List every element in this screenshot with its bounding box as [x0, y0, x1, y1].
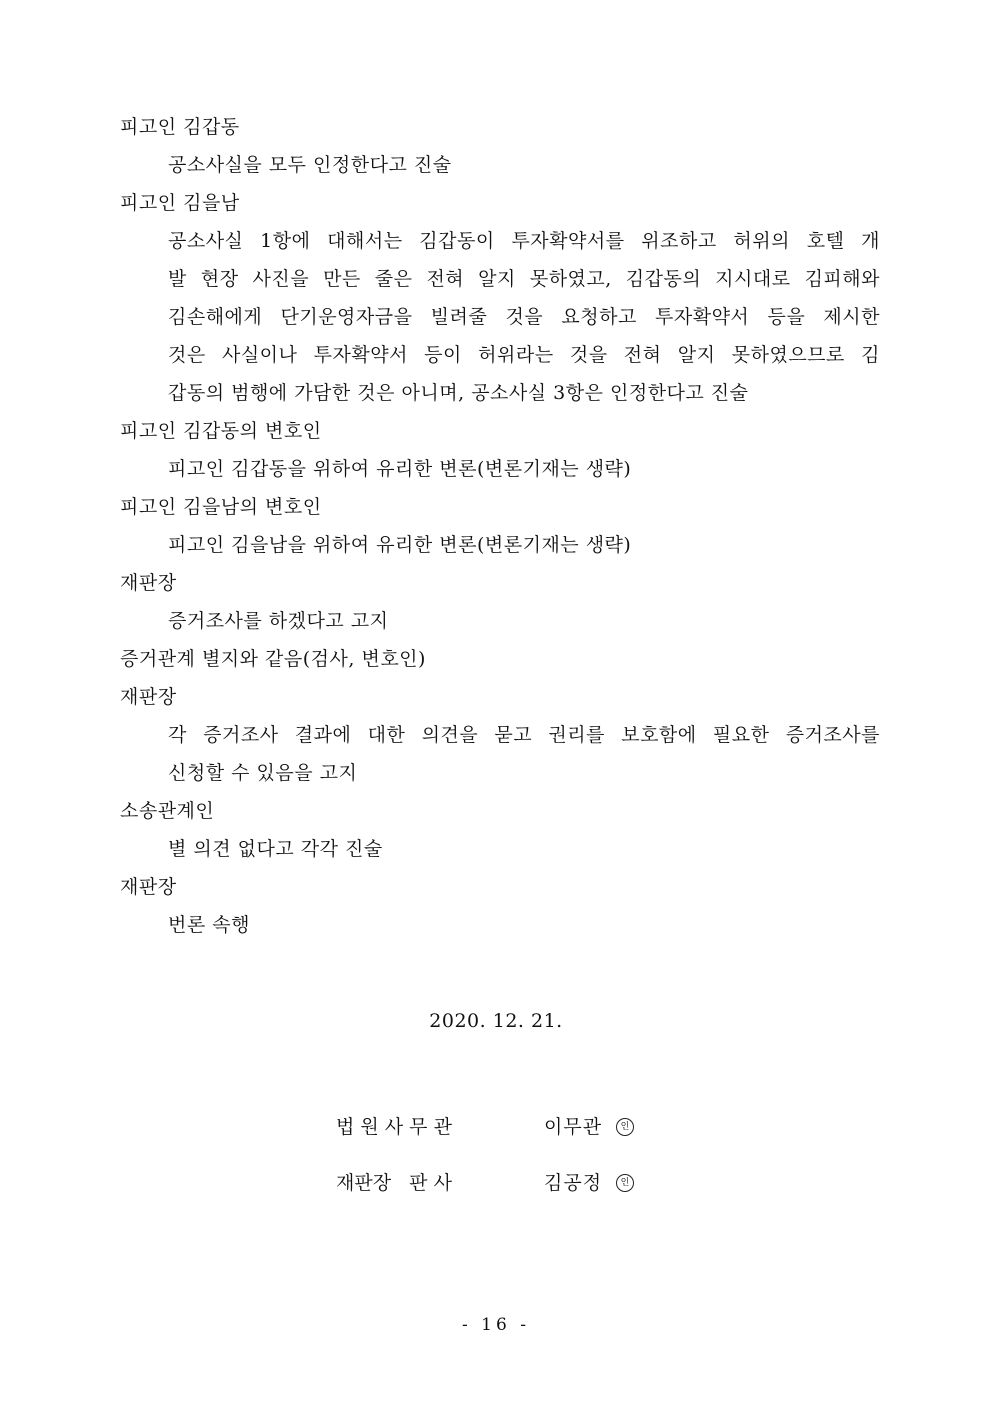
document-date: 2020. 12. 21. [429, 1010, 563, 1032]
page-number: - 16 - [462, 1315, 530, 1335]
statement-line: 피고인 김을남을 위하여 유리한 변론(변론기재는 생략) [168, 534, 632, 556]
signature-title: 법 원 사 무 관 [336, 1116, 452, 1138]
seal-icon: 인 [616, 1118, 634, 1136]
statement-line: 신청할 수 있음을 고지 [168, 762, 358, 784]
statement-line: 발 현장 사진을 만든 줄은 전혀 알지 못하였고, 김갑동의 지시대로 김피해와 [168, 268, 880, 290]
speaker-line: 재판장 [120, 686, 177, 708]
evidence-note-line: 증거관계 별지와 같음(검사, 변호인) [120, 648, 426, 670]
signature-title: 재판장 판 사 [336, 1172, 452, 1194]
speaker-line: 피고인 김을남의 변호인 [120, 496, 322, 518]
speaker-line: 피고인 김갑동 [120, 116, 240, 138]
seal-icon: 인 [616, 1174, 634, 1192]
speaker-line: 재판장 [120, 572, 177, 594]
speaker-line: 피고인 김을남 [120, 192, 240, 214]
speaker-line: 피고인 김갑동의 변호인 [120, 420, 322, 442]
statement-line: 것은 사실이나 투자확약서 등이 허위라는 것을 전혀 알지 못하였으므로 김 [168, 344, 880, 366]
speaker-line: 재판장 [120, 876, 177, 898]
statement-line: 각 증거조사 결과에 대한 의견을 묻고 권리를 보호함에 필요한 증거조사를 [168, 724, 880, 746]
transcript-body [120, 108, 880, 944]
statement-line: 갑동의 범행에 가담한 것은 아니며, 공소사실 3항은 인정한다고 진술 [168, 382, 749, 404]
speaker-line: 소송관계인 [120, 800, 215, 822]
statement-line: 증거조사를 하겠다고 고지 [168, 610, 389, 632]
statement-line: 김손해에게 단기운영자금을 빌려줄 것을 요청하고 투자확약서 등을 제시한 [168, 306, 880, 328]
statement-line: 피고인 김갑동을 위하여 유리한 변론(변론기재는 생략) [168, 458, 632, 480]
statement-line: 공소사실 1항에 대해서는 김갑동이 투자확약서를 위조하고 허위의 호텔 개 [168, 230, 880, 252]
statement-line: 번론 속행 [168, 914, 250, 936]
statement-line: 공소사실을 모두 인정한다고 진술 [168, 154, 452, 176]
statement-line: 별 의견 없다고 각각 진술 [168, 838, 383, 860]
signature-name: 김공정 [544, 1172, 603, 1194]
signature-name: 이무관 [544, 1116, 603, 1138]
